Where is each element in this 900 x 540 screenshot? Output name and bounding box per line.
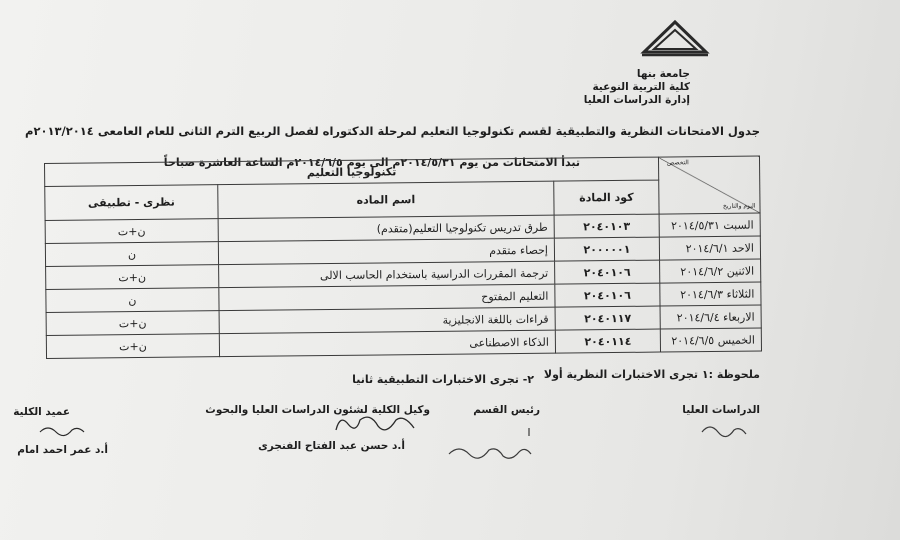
table-corner-cell <box>658 156 760 214</box>
row-type: ن <box>46 288 219 313</box>
signature-grad-studies: الدراسات العليا <box>682 404 760 416</box>
row-type: ن+ت <box>46 311 219 336</box>
dean-name: أ.د عمر احمد امام <box>17 444 108 456</box>
handwritten-signature-dean <box>36 420 86 440</box>
note-theory-first: ملحوظة :١ تجرى الاختبارات النظرية أولا <box>543 368 760 381</box>
row-subject: إحصاء متقدم <box>218 238 554 265</box>
row-subject: الذكاء الاصطناعى <box>219 330 555 357</box>
faculty-name: كلية التربية النوعية <box>592 81 690 93</box>
row-code: ٢٠٤٠١٠٣ <box>554 214 659 238</box>
row-subject: طرق تدريس تكنولوجيا التعليم(متقدم) <box>218 215 554 242</box>
handwritten-signature-vice-dean <box>330 410 420 440</box>
subject-column-header: اسم الماده <box>218 181 554 219</box>
university-name: جامعة بنها <box>636 68 690 80</box>
row-day: الاحد ٢٠١٤/٦/١ <box>659 236 760 260</box>
row-code: ٢٠٠٠٠٠١ <box>554 237 659 261</box>
row-day: الخميس ٢٠١٤/٦/٥ <box>660 328 761 352</box>
row-type: ن+ت <box>46 265 219 290</box>
corner-specialty-label: التخصص <box>666 159 689 167</box>
row-type: ن <box>45 242 218 267</box>
note-practical-second: ٢- تجرى الاختبارات التطبيقية ثانيا <box>352 373 534 386</box>
row-subject: التعليم المفتوح <box>219 284 555 311</box>
handwritten-signature-grad <box>700 420 750 440</box>
signature-vice-dean: وكيل الكلية لشئون الدراسات العليا والبحوث <box>205 404 430 416</box>
row-day: الثلاثاء ٢٠١٤/٦/٣ <box>660 282 761 306</box>
row-code: ٢٠٤٠١٠٦ <box>555 283 660 307</box>
university-logo-icon <box>640 18 710 58</box>
office-name: إدارة الدراسات العليا <box>583 94 690 106</box>
row-type: ن+ت <box>45 219 218 244</box>
vice-dean-name: أ.د حسن عبد الفتاح الفنجرى <box>258 440 405 452</box>
department-header: تكنولوجيا التعليم <box>45 157 659 186</box>
row-code: ٢٠٤٠١١٤ <box>555 329 660 353</box>
corner-date-label: اليوم والتاريخ <box>722 202 756 210</box>
code-column-header: كود المادة <box>554 180 659 215</box>
exam-schedule-table <box>44 156 762 359</box>
exam-period: تبدأ الامتحانات من يوم ٢٠١٤/٥/٣١م الى يوم ٢٠١٤/٦/٥م الساعة العاشرة صباحاً <box>163 156 580 169</box>
row-code: ٢٠٤٠١٠٦ <box>555 260 660 284</box>
row-subject: قراءات باللغة الانجليزية <box>219 307 555 334</box>
type-column-header: نظرى - تطبيقى <box>45 185 218 221</box>
row-day: السبت ٢٠١٤/٥/٣١ <box>659 213 760 237</box>
row-type: ن+ت <box>46 334 219 359</box>
row-subject: ترجمة المقررات الدراسية باستخدام الحاسب الالى <box>219 261 555 288</box>
signature-dean: عميد الكلية <box>13 406 70 418</box>
row-day: الاثنين ٢٠١٤/٦/٢ <box>660 259 761 283</box>
letterhead <box>570 68 690 107</box>
document-title: جدول الامتحانات النظرية والتطبيقية لقسم تكنولوجيا التعليم لمرحلة الدكتوراه لفصل الربيع الترم الثانى للعام العامعى ٢٠١٣/٢٠١٤م <box>25 124 760 138</box>
handwritten-signature-dept-head <box>445 426 535 466</box>
row-code: ٢٠٤٠١١٧ <box>555 306 660 330</box>
signature-dept-head: رئيس القسم <box>473 404 540 416</box>
row-day: الاربعاء ٢٠١٤/٦/٤ <box>660 305 761 329</box>
